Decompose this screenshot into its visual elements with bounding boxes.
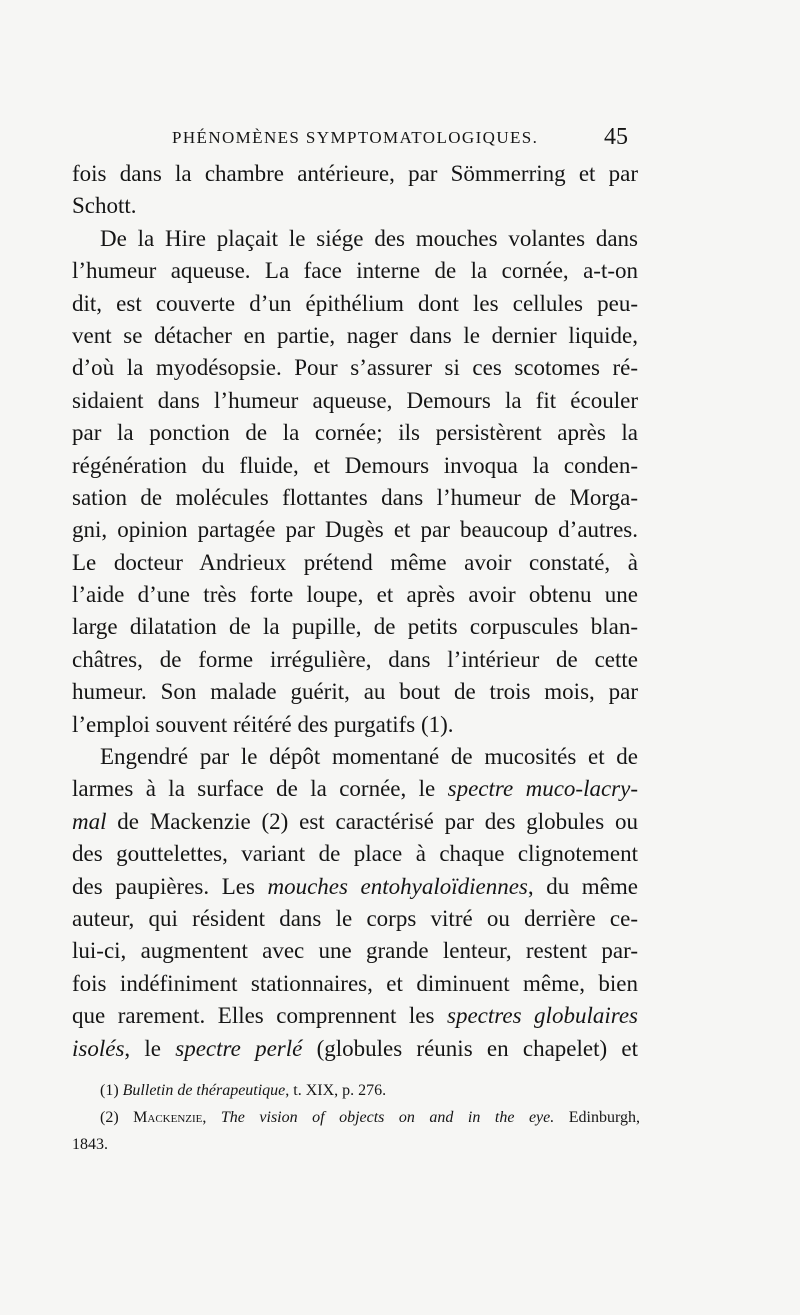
text-line <box>72 352 638 384</box>
running-head <box>72 124 628 154</box>
footnote-line <box>72 1131 640 1158</box>
text-segment: sation de molécules flottantes dans l’humeur de Morga- <box>72 484 638 510</box>
text-line <box>72 1033 638 1065</box>
text-line <box>72 482 638 514</box>
text-line <box>72 450 638 482</box>
text-segment: vent se détacher en partie, nager dans le dernier liquide, <box>72 322 638 348</box>
text-segment: , du même <box>527 873 638 899</box>
text-line <box>72 611 638 643</box>
text-line <box>72 514 638 546</box>
footnote-line <box>100 1104 640 1131</box>
text-segment: Schott. <box>72 193 137 219</box>
italic-text: spectre muco-lacry- <box>447 776 638 802</box>
text-segment: gni, opinion partagée par Dugès et par beaucoup d’autres. <box>72 517 638 543</box>
text-segment: Edinburgh, <box>554 1109 641 1126</box>
text-segment: auteur, qui résident dans le corps vitré ou derrière ce- <box>72 905 638 931</box>
body-text <box>72 158 638 1065</box>
text-line <box>72 935 638 967</box>
text-segment: humeur. Son malade guérit, au bout de trois mois, par <box>72 679 638 705</box>
text-segment: fois indéfiniment stationnaires, et diminuent même, bien <box>72 970 638 996</box>
text-line <box>72 158 638 190</box>
text-segment: 1843. <box>72 1136 108 1153</box>
text-line <box>72 644 638 676</box>
text-segment: , le <box>124 1035 176 1061</box>
text-line <box>72 223 638 255</box>
text-segment: (globules réunis en chapelet) et <box>302 1035 638 1061</box>
text-line <box>72 806 638 838</box>
text-line <box>72 1000 638 1032</box>
text-line <box>72 320 638 352</box>
italic-text: mal <box>72 808 107 834</box>
text-line <box>72 579 638 611</box>
text-line <box>72 709 638 741</box>
text-segment: lui-ci, augmentent avec une grande lenteur, restent par- <box>72 938 638 964</box>
text-line <box>72 676 638 708</box>
text-segment: Engendré par le dépôt momentané de mucosités et de <box>100 744 638 770</box>
text-segment: des gouttelettes, variant de place à chaque clignotement <box>72 841 638 867</box>
text-segment: fois dans la chambre antérieure, par Sömmerring et par <box>72 161 638 186</box>
footnotes <box>72 1077 641 1158</box>
text-line <box>72 838 638 870</box>
italic-text: isolés <box>72 1035 125 1061</box>
italic-text: Bulletin de thérapeutique <box>122 1082 286 1099</box>
text-line <box>72 773 638 805</box>
text-segment: (1) <box>100 1082 123 1099</box>
text-segment: dit, est couverte d’un épithélium dont les cellules peu- <box>72 290 638 316</box>
text-segment: par la ponction de la cornée; ils persistèrent après la <box>72 420 638 446</box>
text-line <box>72 968 638 1000</box>
text-line <box>72 547 638 579</box>
italic-text: The vision of objects on and in the eye. <box>220 1109 555 1126</box>
text-segment: sidaient dans l’humeur aqueuse, Demours la fit écouler <box>72 387 638 413</box>
text-segment: châtres, de forme irrégulière, dans l’intérieur de cette <box>72 646 638 672</box>
text-segment: Mackenzie <box>133 1109 203 1126</box>
text-line <box>72 417 638 449</box>
text-line <box>72 190 638 222</box>
text-segment: l’humeur aqueuse. La face interne de la cornée, a-t-on <box>72 258 638 284</box>
text-line <box>72 903 638 935</box>
running-title: PHÉNOMÈNES SYMPTOMATOLOGIQUES. <box>172 128 539 147</box>
page-number: 45 <box>604 124 628 150</box>
italic-text: spectres globulaires <box>447 1003 638 1029</box>
text-segment: d’où la myodésopsie. Pour s’assurer si ces scotomes ré- <box>72 355 638 381</box>
text-segment: régénération du fluide, et Demours invoqua la conden- <box>72 452 638 478</box>
text-segment: Le docteur Andrieux prétend même avoir constaté, à <box>72 549 638 575</box>
text-segment: l’aide d’une très forte loupe, et après avoir obtenu une <box>72 582 638 608</box>
text-segment: l’emploi souvent réitéré des purgatifs (1). <box>72 711 454 737</box>
text-segment: , t. XIX, p. 276. <box>285 1082 387 1099</box>
text-segment: (2) <box>100 1109 134 1126</box>
text-segment: large dilatation de la pupille, de petits corpuscules blan- <box>72 614 638 640</box>
text-segment: larmes à la surface de la cornée, le <box>72 776 448 802</box>
italic-text: spectre perlé <box>175 1035 303 1061</box>
text-line <box>72 255 638 287</box>
text-line <box>72 741 638 773</box>
text-line <box>72 385 638 417</box>
footnote-line <box>100 1077 640 1104</box>
text-segment: De la Hire plaçait le siége des mouches volantes dans <box>100 225 638 251</box>
italic-text: mouches entohyaloïdiennes <box>267 873 528 899</box>
text-line <box>72 288 638 320</box>
text-line <box>72 871 638 903</box>
text-segment: de Mackenzie (2) est caractérisé par des globules ou <box>106 808 638 834</box>
text-segment: , <box>202 1109 221 1126</box>
text-segment: que rarement. Elles comprennent les <box>72 1003 447 1029</box>
text-segment: des paupières. Les <box>72 873 268 899</box>
